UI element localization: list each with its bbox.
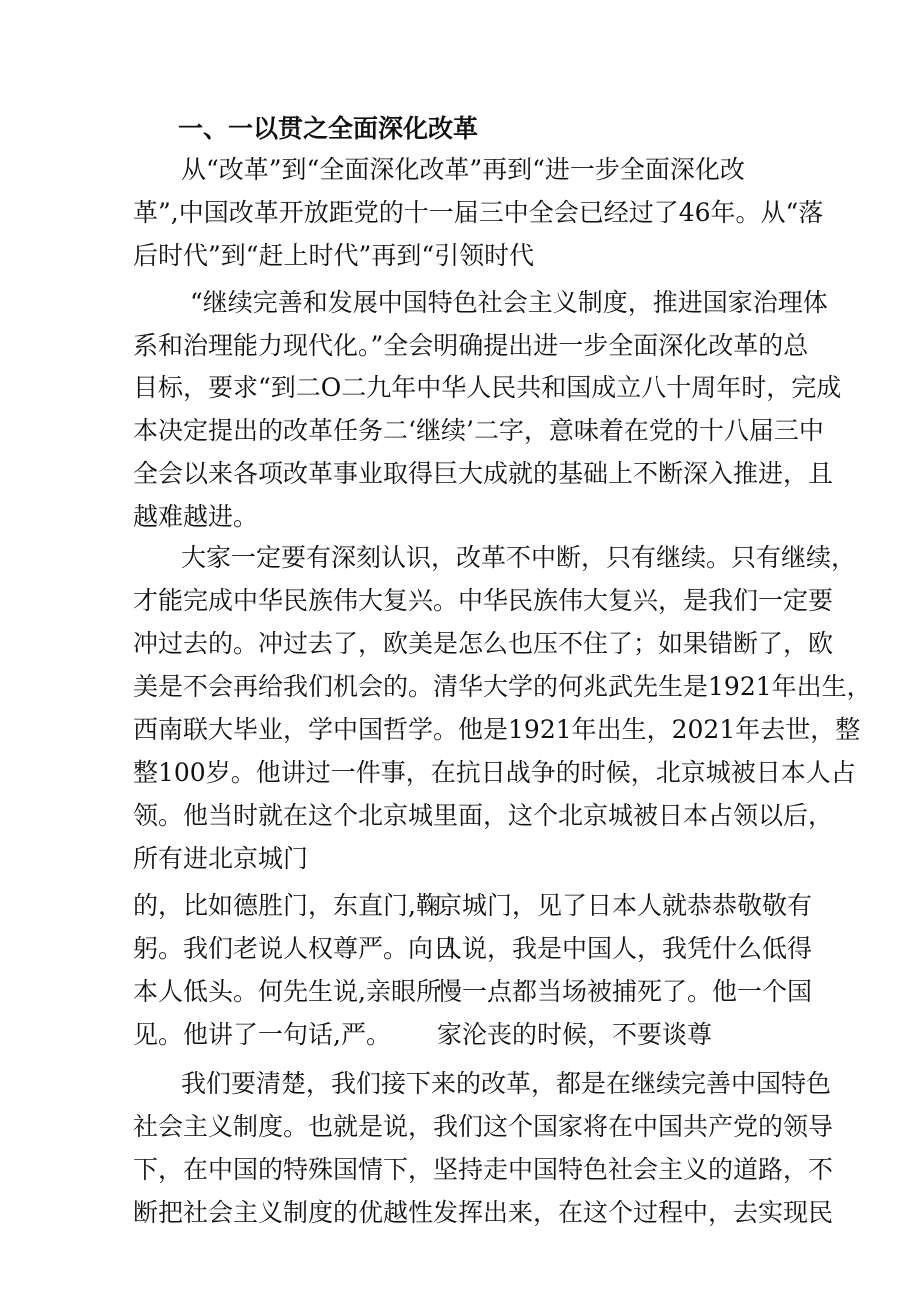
text-line: 本人低头。何先生说,亲眼所 <box>133 977 441 1006</box>
text-line: 社会主义制度。也就是说，我们这个国家将在中国共产党的领导 <box>133 1112 834 1141</box>
text-line: 下，在中国的特殊国情下，坚持走中国特色社会主义的道路，不 <box>133 1155 834 1184</box>
text-line: 的，比如德胜门，东直门,鞠 <box>133 891 441 920</box>
text-line: 革”,中国改革开放距党的十一届三中全会已经过了46年。从“落 <box>133 198 824 227</box>
section-heading: 一、一以贯之全面深化改革 <box>178 114 479 143</box>
text-line: 系和治理能力现代化。”全会明确提出进一步全面深化改革的总 <box>133 331 809 360</box>
text-line: 越难越进。 <box>133 502 259 531</box>
text-line: 京城门，见了日本人就恭恭敬敬有 <box>437 891 813 920</box>
text-line: 全会以来各项改革事业取得巨大成就的基础上不断深入推进，且 <box>133 459 834 488</box>
text-line: 大家一定要有深刻认识，改革不中断，只有继续。只有继续， <box>181 543 857 572</box>
text-line: 整100岁。他讲过一件事，在抗日战争的时候，北京城被日本人占 <box>133 758 856 787</box>
text-line: 断把社会主义制度的优越性发挥出来，在这个过程中，去实现民 <box>133 1198 834 1227</box>
text-line: 躬。我们老说人权尊严。向日 <box>133 934 459 963</box>
text-line: 家沦丧的时候，不要谈尊 <box>437 1020 713 1049</box>
text-line: 美是不会再给我们机会的。清华大学的何兆武先生是1921年出生， <box>133 672 872 701</box>
text-line: 人说，我是中国人，我凭什么低得 <box>437 934 813 963</box>
text-line: 我们要清楚，我们接下来的改革，都是在继续完善中国特色 <box>181 1069 832 1098</box>
text-line: 才能完成中华民族伟大复兴。中华民族伟大复兴，是我们一定要 <box>133 586 834 615</box>
text-line: 冲过去的。冲过去了，欧美是怎么也压不住了；如果错断了，欧 <box>133 629 834 658</box>
text-line: 西南联大毕业，学中国哲学。他是1921年出生，2021年去世，整 <box>133 715 861 744</box>
text-line: 见。他讲了一句话,严。 <box>133 1020 391 1049</box>
text-line: “继续完善和发展中国特色社会主义制度，推进国家治理体 <box>190 288 828 317</box>
text-line: 所有进北京城门 <box>133 844 309 873</box>
text-line: 领。他当时就在这个北京城里面，这个北京城被日本占领以后， <box>133 801 834 830</box>
text-line: 慢一点都当场被捕死了。他一个国 <box>437 977 813 1006</box>
text-line: 本决定提出的改革任务二‘继续’二字，意味着在党的十八届三中 <box>133 416 824 445</box>
text-line: 从“改革”到“全面深化改革”再到“进一步全面深化改 <box>181 155 745 184</box>
text-line: 目标，要求“到二O二九年中华人民共和国成立八十周年时，完成 <box>133 373 842 402</box>
text-line: 后时代”到“赶上时代”再到“引领时代 <box>133 241 535 270</box>
